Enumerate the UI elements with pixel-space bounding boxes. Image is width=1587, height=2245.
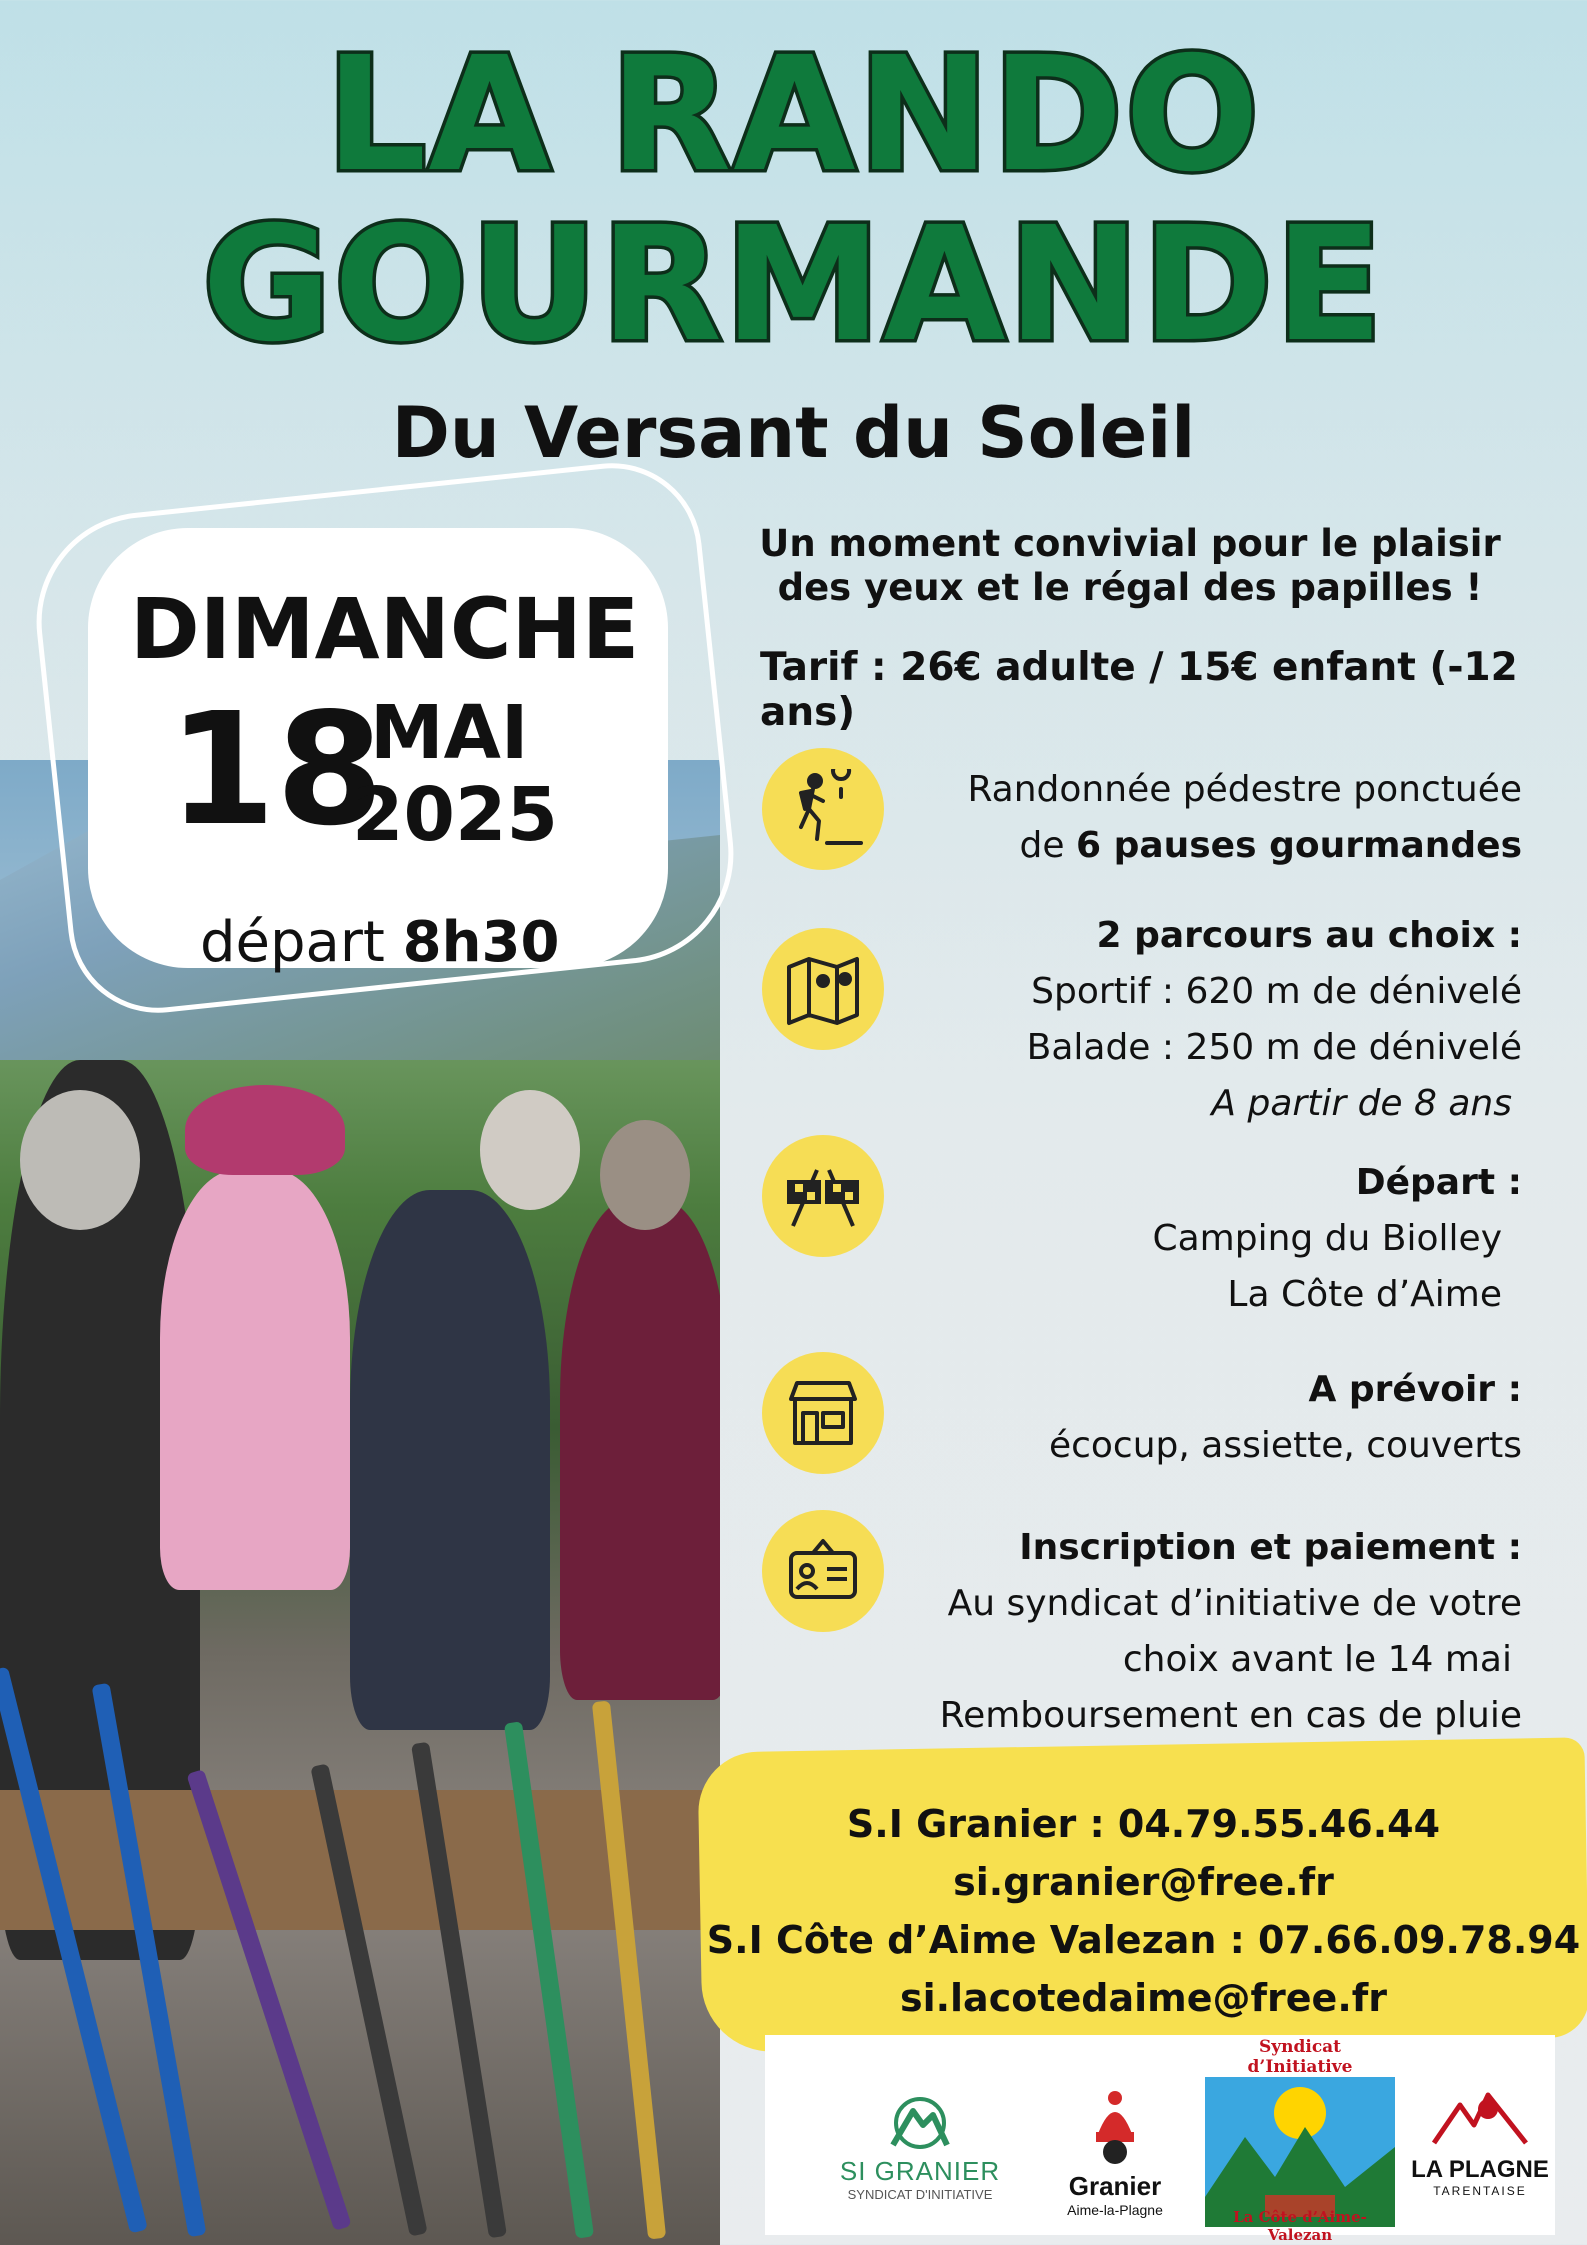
logo-granier: Granier Aime-la-Plagne [1045, 2090, 1185, 2218]
feature-inscription-line3: Remboursement en cas de pluie [939, 1695, 1522, 1736]
contact-cote-email: si.lacotedaime@free.fr [899, 1976, 1388, 2020]
hat-logo-icon [1090, 2090, 1140, 2166]
feature-prevoir-heading: A prévoir : [1308, 1369, 1522, 1410]
contact-granier-phone: S.I Granier : 04.79.55.46.44 [846, 1802, 1441, 1846]
intro-text [700, 522, 1560, 610]
feature-inscription-heading: Inscription et paiement : [1019, 1527, 1522, 1568]
logo-cote-aime: Syndicat d’Initiative La Côte d’Aime-Valezan [1205, 2037, 1395, 2244]
feature-depart-heading: Départ : [1355, 1162, 1522, 1203]
person-figure [560, 1200, 720, 1700]
pink-hat [185, 1085, 345, 1175]
month: MAI [370, 690, 529, 776]
feature-hike-bold: 6 pauses gourmandes [1075, 825, 1522, 866]
shop-icon [762, 1352, 884, 1474]
contact-cote-phone: S.I Côte d’Aime Valezan : 07.66.09.78.94 [706, 1918, 1581, 1962]
person-head [20, 1090, 140, 1230]
subtitle: Du Versant du Soleil [391, 392, 1196, 474]
feature-hike-line1: Randonnée pédestre ponctuée [967, 769, 1522, 810]
person-figure [350, 1190, 550, 1730]
person-figure [160, 1170, 350, 1590]
feature-inscription [940, 1520, 1522, 1744]
feature-depart-town: La Côte d’Aime [1227, 1274, 1502, 1315]
feature-depart-place: Camping du Biolley [1152, 1218, 1502, 1259]
feature-prevoir [1049, 1362, 1522, 1474]
feature-routes-heading: 2 parcours au choix : [1096, 915, 1522, 956]
hiking-pole [592, 1701, 666, 2240]
logo-si-granier: SI GRANIER SYNDICAT D'INITIATIVE [835, 2095, 1005, 2202]
feature-routes-balade: Balade : 250 m de dénivelé [1026, 1027, 1522, 1068]
depart-time [200, 910, 559, 975]
map-icon [762, 928, 884, 1050]
logo-la-plagne: LA PLAGNE TARENTAISE [1405, 2085, 1555, 2198]
intro-line-2: des yeux et le régal des papilles ! [777, 566, 1483, 609]
intro-line-1: Un moment convivial pour le plaisir [759, 522, 1501, 565]
depart-label: départ [200, 910, 385, 975]
tarif: Tarif : 26€ adulte / 15€ enfant (-12 ans) [760, 645, 1518, 735]
feature-routes-age: A partir de 8 ans [1211, 1083, 1512, 1124]
checkered-flags-icon [762, 1135, 884, 1257]
feature-prevoir-items: écocup, assiette, couverts [1048, 1425, 1522, 1466]
mountain-logo-icon [885, 2095, 955, 2151]
depart-hour: 8h30 [402, 910, 560, 975]
feature-inscription-line1: Au syndicat d’initiative de votre [947, 1583, 1522, 1624]
valley-logo-icon [1205, 2077, 1395, 2227]
title-line-1: LA RANDO [325, 23, 1262, 207]
feature-routes-sportif: Sportif : 620 m de dénivelé [1031, 971, 1522, 1012]
feature-hike [967, 762, 1522, 874]
day-number: 18 [168, 679, 384, 860]
ticket-icon [762, 1510, 884, 1632]
feature-depart [1152, 1155, 1522, 1323]
year: 2025 [352, 772, 558, 858]
person-head [480, 1090, 580, 1210]
feature-hike-prefix: de [1019, 825, 1076, 866]
person-head [600, 1120, 690, 1230]
feature-routes [1027, 908, 1522, 1132]
feature-inscription-line2: choix avant le 14 mai [1122, 1639, 1512, 1680]
title-line-2: GOURMANDE [202, 193, 1385, 377]
hiker-icon [762, 748, 884, 870]
peak-logo-icon [1430, 2085, 1530, 2151]
contact-granier-email: si.granier@free.fr [953, 1860, 1334, 1904]
weekday: DIMANCHE [130, 580, 640, 678]
partner-logos [765, 2035, 1555, 2244]
